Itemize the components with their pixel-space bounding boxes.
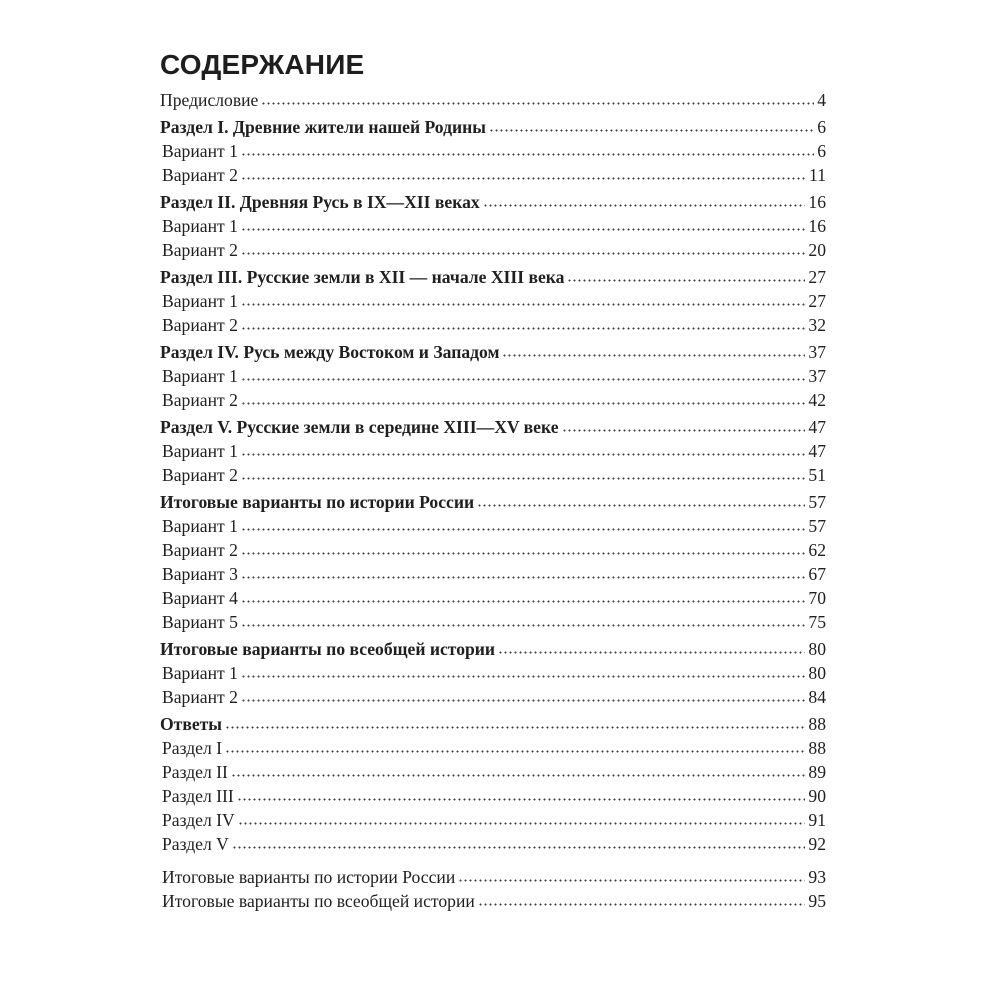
toc-entry-page: 6 (817, 141, 826, 161)
dot-leader (489, 129, 814, 132)
toc-entry-label: Вариант 2 (162, 165, 238, 185)
table-of-contents (160, 88, 826, 913)
toc-entry (160, 610, 826, 634)
toc-entry-page: 88 (808, 738, 826, 758)
toc-section-4 (160, 340, 826, 364)
toc-entry-label: Вариант 4 (162, 588, 238, 608)
toc-entry (160, 808, 826, 832)
toc-entry-preface (160, 88, 826, 112)
toc-entry-page: 16 (808, 216, 826, 236)
toc-section-1 (160, 115, 826, 139)
dot-leader (241, 576, 806, 579)
toc-entry-label: Вариант 1 (162, 366, 238, 386)
toc-section-final-world (160, 637, 826, 661)
toc-entry-page: 27 (808, 291, 826, 311)
toc-entry (160, 139, 826, 163)
dot-leader (241, 600, 806, 603)
dot-leader (241, 402, 806, 405)
toc-entry (160, 685, 826, 709)
toc-entry-page: 57 (808, 516, 826, 536)
toc-entry-label: Раздел III (162, 786, 234, 806)
toc-entry (160, 889, 826, 913)
dot-leader (241, 552, 806, 555)
toc-entry-label: Предисловие (160, 90, 259, 110)
toc-entry-label: Вариант 2 (162, 390, 238, 410)
toc-entry-page: 37 (808, 342, 826, 362)
toc-entry-label: Вариант 1 (162, 291, 238, 311)
toc-entry-label: Вариант 1 (162, 141, 238, 161)
toc-entry-label: Раздел I. Древние жители нашей Родины (160, 117, 486, 137)
toc-entry (160, 388, 826, 412)
toc-entry-label: Итоговые варианты по истории России (160, 492, 475, 512)
toc-entry-page: 80 (808, 663, 826, 683)
dot-leader (498, 651, 805, 654)
toc-entry (160, 736, 826, 760)
toc-entry-page: 32 (808, 315, 826, 335)
dot-leader (241, 228, 806, 231)
dot-leader (231, 774, 806, 777)
dot-leader (238, 822, 806, 825)
toc-entry-label: Вариант 1 (162, 516, 238, 536)
toc-entry-label: Итоговые варианты по истории России (162, 867, 456, 887)
dot-leader (483, 204, 806, 207)
dot-leader (477, 504, 805, 507)
toc-section-2 (160, 190, 826, 214)
toc-entry-page: 16 (808, 192, 826, 212)
toc-entry-page: 42 (808, 390, 826, 410)
toc-entry-page: 20 (808, 240, 826, 260)
toc-entry-page: 89 (808, 762, 826, 782)
toc-entry (160, 760, 826, 784)
toc-entry (160, 463, 826, 487)
toc-entry-label: Вариант 1 (162, 663, 238, 683)
toc-entry-label: Итоговые варианты по всеобщей истории (162, 891, 475, 911)
dot-leader (225, 726, 805, 729)
dot-leader (478, 903, 806, 906)
toc-entry (160, 514, 826, 538)
toc-entry-page: 11 (809, 165, 826, 185)
toc-entry-page: 91 (808, 810, 826, 830)
toc-entry (160, 313, 826, 337)
toc-entry-label: Раздел II. Древняя Русь в IX—XII веках (160, 192, 480, 212)
toc-entry-page: 75 (808, 612, 826, 632)
toc-entry-label: Раздел II (162, 762, 228, 782)
toc-entry (160, 289, 826, 313)
toc-entry-page: 88 (808, 714, 826, 734)
toc-entry-label: Раздел V. Русские земли в середине XIII—XV веке (160, 417, 559, 437)
toc-entry-label: Вариант 2 (162, 240, 238, 260)
dot-leader (502, 354, 805, 357)
toc-entry-label: Вариант 2 (162, 687, 238, 707)
toc-entry-label: Итоговые варианты по всеобщей истории (160, 639, 496, 659)
toc-entry-page: 62 (808, 540, 826, 560)
toc-entry (160, 586, 826, 610)
dot-leader (237, 798, 806, 801)
dot-leader (241, 303, 806, 306)
toc-entry-page: 6 (817, 117, 826, 137)
toc-entry (160, 538, 826, 562)
toc-entry-page: 47 (808, 441, 826, 461)
toc-entry-page: 4 (817, 90, 826, 110)
toc-section-final-russia (160, 490, 826, 514)
toc-entry-page: 57 (808, 492, 826, 512)
toc-entry-page: 51 (808, 465, 826, 485)
toc-entry-page: 47 (808, 417, 826, 437)
toc-entry-page: 37 (808, 366, 826, 386)
dot-leader (562, 429, 806, 432)
dot-leader (261, 102, 814, 105)
dot-leader (232, 846, 806, 849)
dot-leader (241, 624, 806, 627)
toc-entry-page: 80 (808, 639, 826, 659)
toc-entry-label: Вариант 5 (162, 612, 238, 632)
page-title: СОДЕРЖАНИЕ (160, 49, 365, 80)
toc-entry-label: Раздел III. Русские земли в XII — начале XIII века (160, 267, 565, 287)
toc-section-answers (160, 712, 826, 736)
toc-entry (160, 865, 826, 889)
toc-entry-page: 84 (808, 687, 826, 707)
dot-leader (241, 177, 806, 180)
toc-entry-page: 90 (808, 786, 826, 806)
dot-leader (241, 477, 806, 480)
dot-leader (241, 252, 806, 255)
toc-section-5 (160, 415, 826, 439)
toc-entry (160, 214, 826, 238)
toc-entry-label: Вариант 2 (162, 315, 238, 335)
dot-leader (241, 453, 806, 456)
toc-entry (160, 238, 826, 262)
toc-entry (160, 163, 826, 187)
toc-entry (160, 562, 826, 586)
toc-entry-label: Вариант 1 (162, 441, 238, 461)
toc-entry-label: Раздел I (162, 738, 223, 758)
toc-entry (160, 661, 826, 685)
toc-entry-label: Раздел V (162, 834, 229, 854)
dot-leader (225, 750, 805, 753)
toc-entry-label: Вариант 2 (162, 465, 238, 485)
toc-entry (160, 364, 826, 388)
dot-leader (241, 675, 806, 678)
toc-entry-page: 27 (808, 267, 826, 287)
toc-entry-label: Раздел IV (162, 810, 235, 830)
toc-entry-label: Ответы (160, 714, 223, 734)
toc-entry-label: Вариант 1 (162, 216, 238, 236)
toc-entry (160, 832, 826, 856)
toc-entry (160, 784, 826, 808)
toc-entry-page: 92 (808, 834, 826, 854)
dot-leader (241, 327, 806, 330)
dot-leader (241, 699, 806, 702)
toc-entry (160, 439, 826, 463)
toc-section-3 (160, 265, 826, 289)
toc-entry-label: Вариант 2 (162, 540, 238, 560)
toc-entry-page: 93 (808, 867, 826, 887)
dot-leader (458, 879, 805, 882)
dot-leader (567, 279, 805, 282)
toc-entry-label: Раздел IV. Русь между Востоком и Западом (160, 342, 500, 362)
toc-entry-page: 67 (808, 564, 826, 584)
dot-leader (241, 378, 806, 381)
toc-entry-page: 70 (808, 588, 826, 608)
dot-leader (241, 528, 806, 531)
toc-entry-page: 95 (808, 891, 826, 911)
toc-entry-label: Вариант 3 (162, 564, 238, 584)
dot-leader (241, 153, 814, 156)
